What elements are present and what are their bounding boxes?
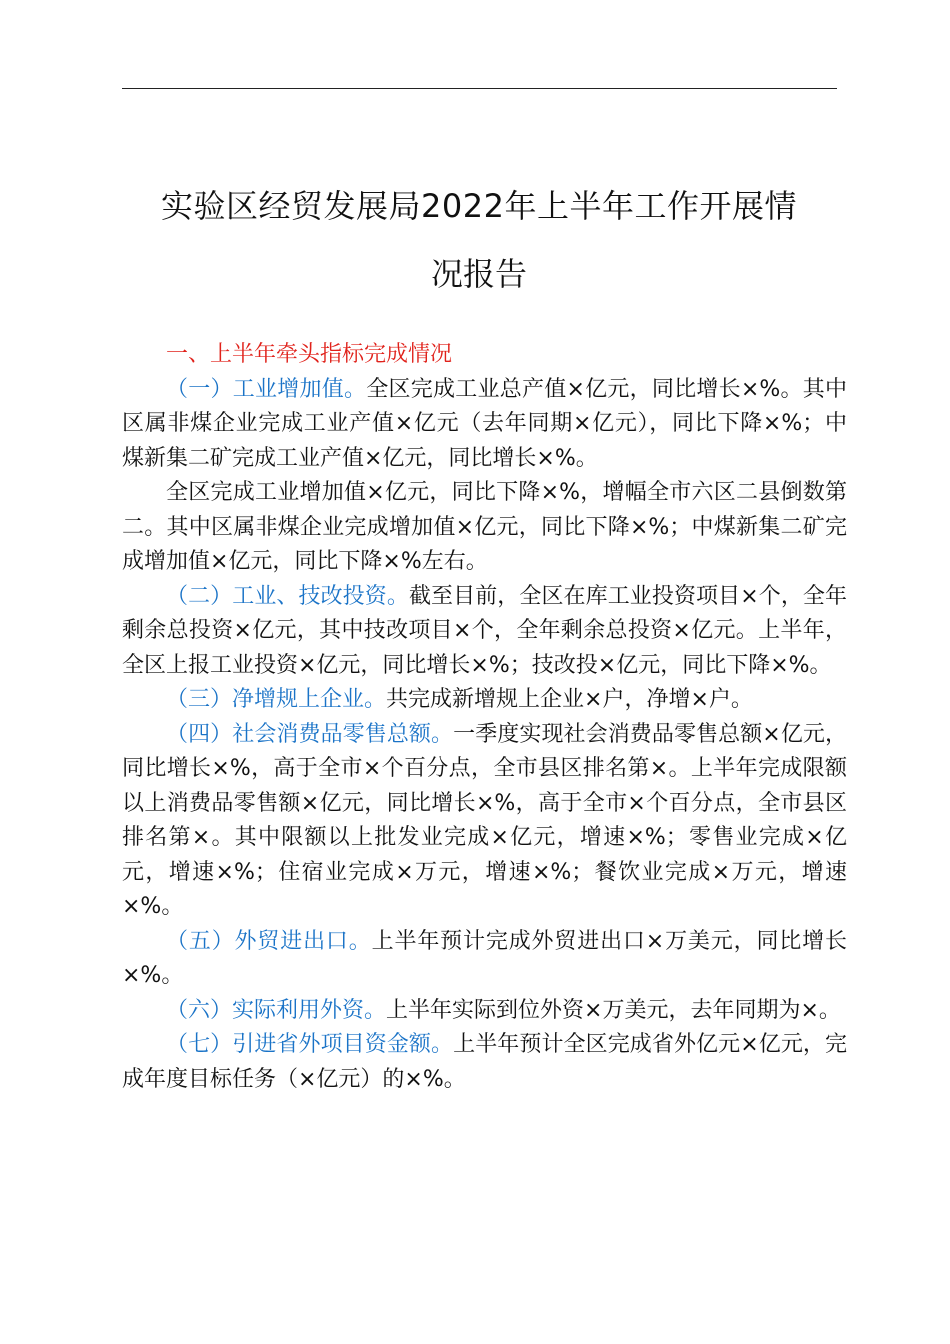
paragraph-5-text: 一季度实现社会消费品零售总额×亿元，同比增长×%，高于全市×个百分点，全市县区排名第×。上半年完成限额以上消费品零售额×亿元，同比增长×%，高于全市×个百分点，全市县区排名第×。其中限额以上批发业完成×亿元，增速×%；零售业完成×亿元，增速×%；住宿业完成×万元，增速×%；餐饮业完成×万元，增速×%。 [122,721,847,919]
title-line-2: 况报告 [430,255,527,293]
paragraph-7 [122,994,847,1029]
header-rule [122,88,837,89]
paragraph-1 [122,373,847,477]
sub-heading-2: （二）工业、技改投资。 [166,583,409,609]
paragraph-3 [122,580,847,684]
sub-heading-1: （一）工业增加值。 [166,376,367,402]
paragraph-4-text: 共完成新增规上企业×户，净增×户。 [386,687,753,712]
section-heading-text: 一、上半年牵头指标完成情况 [166,342,453,367]
paragraph-6-text: 上半年预计完成外贸进出口×万美元，同比增长×%。 [122,928,847,988]
paragraph-7-text: 上半年实际到位外资×万美元，去年同期为×。 [386,997,841,1023]
document-title [114,172,844,308]
document-body [122,338,847,1097]
paragraph-1-text: 全区完成工业总产值×亿元，同比增长×%。其中区属非煤企业完成工业产值×亿元（去年同期×亿元），同比下降×%；中煤新集二矿完成工业产值×亿元，同比增长×%。 [122,376,847,471]
paragraph-2 [122,476,847,580]
paragraph-4 [122,683,847,718]
paragraph-5 [122,718,847,925]
sub-heading-3: （三）净增规上企业。 [166,687,387,712]
sub-heading-5: （五）外贸进出口。 [166,928,372,954]
title-line-1: 实验区经贸发展局2022年上半年工作开展情 [161,187,797,225]
sub-heading-4: （四）社会消费品零售总额。 [166,721,454,747]
paragraph-8 [122,1028,847,1097]
paragraph-2-text: 全区完成工业增加值×亿元，同比下降×%，增幅全市六区二县倒数第二。其中区属非煤企业完成增加值×亿元，同比下降×%；中煤新集二矿完成增加值×亿元，同比下降×%左右。 [122,480,847,574]
sub-heading-7: （七）引进省外项目资金额。 [166,1032,454,1057]
paragraph-8-text: 上半年预计全区完成省外亿元×亿元，完成年度目标任务（×亿元）的×%。 [122,1032,847,1092]
section-heading [122,338,847,373]
paragraph-6 [122,925,847,994]
paragraph-3-text: 截至目前，全区在库工业投资项目×个，全年剩余总投资×亿元，其中技改项目×个，全年剩余总投资×亿元。上半年，全区上报工业投资×亿元，同比增长×%；技改投×亿元，同比下降×%。 [122,583,847,678]
sub-heading-6: （六）实际利用外资。 [166,997,387,1023]
